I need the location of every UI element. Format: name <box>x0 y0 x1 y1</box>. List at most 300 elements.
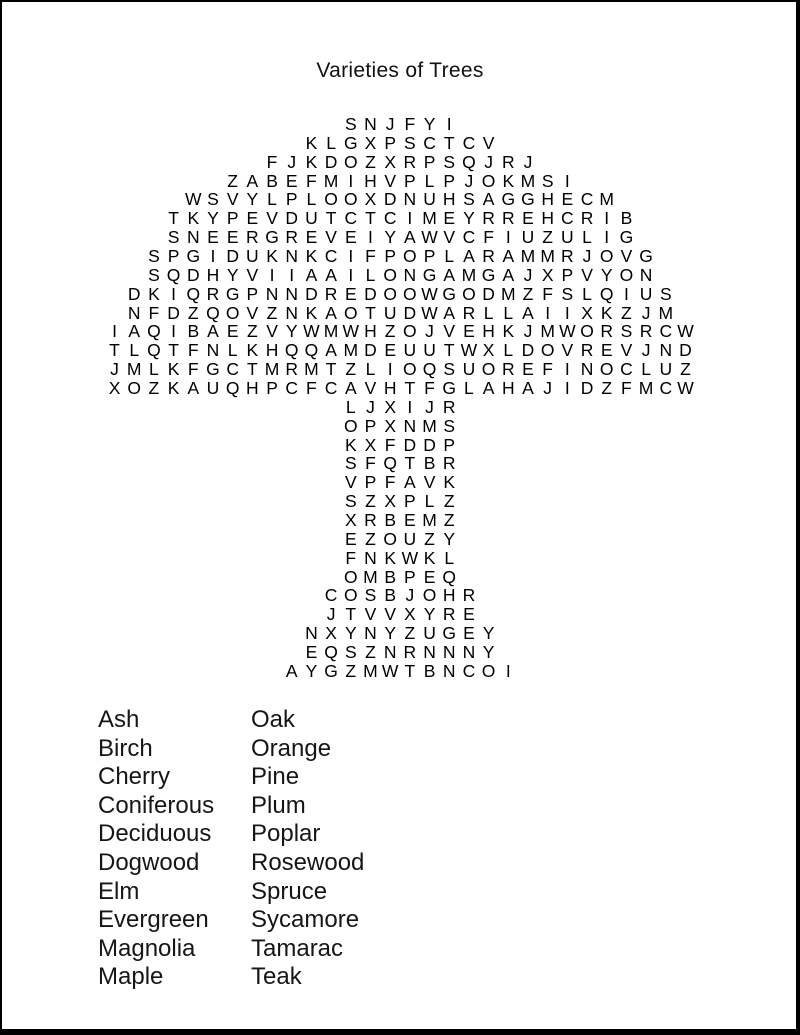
grid-letter: B <box>384 510 396 531</box>
grid-letter: V <box>344 472 357 493</box>
grid-letter: Z <box>365 151 376 172</box>
grid-letter: D <box>580 378 594 399</box>
grid-letter: P <box>364 472 377 493</box>
grid-letter: G <box>442 283 457 304</box>
grid-letter: N <box>127 302 141 323</box>
grid-letter: F <box>384 434 396 455</box>
grid-letter: I <box>112 321 117 342</box>
grid-letter: Q <box>284 340 299 361</box>
grid-letter: O <box>580 321 594 342</box>
grid-letter: D <box>403 434 417 455</box>
grid-letter: E <box>207 227 219 248</box>
grid-letter: I <box>564 378 570 399</box>
grid-letter: L <box>129 340 140 361</box>
grid-letter: Z <box>621 302 632 323</box>
grid-letter: Z <box>345 359 357 380</box>
grid-letter: I <box>210 246 216 267</box>
grid-letter: I <box>505 227 511 248</box>
grid-letter: J <box>641 302 651 323</box>
grid-letter: V <box>443 321 456 342</box>
word-list-item: Birch <box>98 734 153 762</box>
grid-letter: R <box>462 302 476 323</box>
grid-letter: N <box>442 660 456 681</box>
grid-letter: K <box>305 132 318 153</box>
grid-letter: M <box>540 246 555 267</box>
grid-letter: N <box>364 114 377 134</box>
grid-letter: H <box>364 321 377 342</box>
grid-letter: N <box>403 189 417 210</box>
word-list-item: Rosewood <box>251 848 365 876</box>
grid-letter: J <box>523 151 533 172</box>
grid-letter: P <box>285 189 298 210</box>
grid-letter: S <box>364 585 377 606</box>
grid-letter: C <box>344 208 358 229</box>
grid-letter: W <box>185 189 202 210</box>
grid-letter: O <box>403 283 417 304</box>
grid-letter: X <box>325 623 337 644</box>
grid-letter: R <box>580 208 594 229</box>
word-list-item: Dogwood <box>98 848 200 876</box>
grid-row <box>2 285 798 304</box>
grid-letter: Q <box>422 359 437 380</box>
grid-letter: F <box>187 340 199 361</box>
grid-letter: P <box>384 132 396 153</box>
grid-letter: S <box>344 491 357 512</box>
grid-letter: K <box>305 302 318 323</box>
grid-letter: X <box>384 415 396 436</box>
grid-letter: B <box>423 660 436 681</box>
grid-letter: F <box>148 302 160 323</box>
grid-letter: R <box>561 246 574 267</box>
word-list-item: Tamarac <box>251 934 344 962</box>
grid-letter: N <box>265 283 279 304</box>
grid-letter: K <box>305 151 318 172</box>
grid-letter: Z <box>187 302 199 323</box>
grid-letter: X <box>384 396 396 417</box>
grid-letter: L <box>267 189 277 210</box>
grid-letter: F <box>306 170 317 191</box>
grid-letter: S <box>443 415 456 436</box>
grid-letter: Y <box>482 642 495 663</box>
grid-letter: B <box>384 566 396 587</box>
grid-letter: M <box>422 208 437 229</box>
grid-letter: D <box>186 264 200 285</box>
grid-letter: A <box>325 302 337 323</box>
grid-letter: G <box>501 189 516 210</box>
word-list-item: Poplar <box>251 820 321 848</box>
grid-letter: M <box>126 359 142 380</box>
grid-letter: P <box>404 566 416 587</box>
grid-letter: N <box>364 547 377 568</box>
grid-letter: F <box>404 114 416 134</box>
grid-letter: R <box>285 359 299 380</box>
grid-letter: O <box>403 359 417 380</box>
grid-letter: W <box>421 283 438 304</box>
grid-letter: Q <box>599 283 614 304</box>
grid-letter: D <box>305 283 318 304</box>
grid-letter: E <box>246 208 259 229</box>
grid-letter: N <box>442 642 456 663</box>
grid-letter: G <box>521 189 535 210</box>
grid-letter: I <box>564 302 570 323</box>
grid-letter: V <box>364 378 377 399</box>
grid-letter: Z <box>266 302 278 323</box>
grid-letter: E <box>344 528 357 549</box>
word-list-item: Coniferous <box>98 791 215 819</box>
grid-letter: P <box>364 415 377 436</box>
grid-letter: S <box>443 359 456 380</box>
grid-letter: R <box>462 585 476 606</box>
grid-letter: N <box>403 264 417 285</box>
grid-letter: E <box>305 227 318 248</box>
grid-letter: U <box>639 283 653 304</box>
grid-letter: Y <box>463 208 475 229</box>
grid-letter: A <box>502 264 515 285</box>
grid-letter: Y <box>305 660 318 681</box>
grid-letter: X <box>344 510 357 531</box>
grid-letter: L <box>483 302 494 323</box>
grid-letter: A <box>404 472 416 493</box>
grid-letter: T <box>246 359 258 380</box>
grid-letter: G <box>343 132 358 153</box>
grid-letter: M <box>363 660 378 681</box>
grid-letter: C <box>324 378 338 399</box>
grid-letter: S <box>148 246 160 267</box>
grid-letter: K <box>187 208 200 229</box>
grid-letter: G <box>619 227 634 248</box>
grid-letter: U <box>383 302 397 323</box>
grid-letter: S <box>541 170 554 191</box>
grid-letter: Z <box>227 170 238 191</box>
grid-letter: Y <box>344 623 357 644</box>
grid-letter: P <box>384 246 396 267</box>
grid-row <box>2 643 798 662</box>
grid-row <box>2 398 798 417</box>
grid-letter: J <box>110 359 119 380</box>
grid-letter: M <box>264 359 280 380</box>
grid-letter: U <box>403 340 417 361</box>
grid-letter: O <box>343 151 358 172</box>
grid-letter: R <box>580 340 594 361</box>
grid-letter: Q <box>206 302 220 323</box>
grid-letter: Z <box>601 378 613 399</box>
grid-letter: D <box>521 340 535 361</box>
word-list-item: Evergreen <box>98 906 209 934</box>
grid-letter: A <box>502 246 515 267</box>
grid-letter: V <box>384 604 396 625</box>
grid-letter: S <box>561 283 574 304</box>
grid-letter: R <box>403 642 417 663</box>
grid-letter: U <box>305 208 318 229</box>
grid-letter: X <box>364 434 377 455</box>
grid-letter: K <box>600 302 613 323</box>
grid-letter: C <box>324 585 338 606</box>
grid-letter: P <box>266 378 278 399</box>
grid-letter: E <box>522 359 534 380</box>
word-list-item: Teak <box>251 963 302 991</box>
grid-letter: W <box>559 321 576 342</box>
grid-letter: H <box>442 189 456 210</box>
grid-letter: N <box>364 623 377 644</box>
grid-letter: R <box>501 359 515 380</box>
grid-letter: E <box>305 642 318 663</box>
grid-letter: K <box>502 321 515 342</box>
grid-letter: Q <box>442 566 457 587</box>
grid-letter: T <box>404 378 416 399</box>
grid-letter: R <box>600 321 614 342</box>
grid-letter: O <box>383 264 397 285</box>
grid-letter: U <box>462 359 476 380</box>
grid-letter: L <box>464 378 474 399</box>
word-list-column-1 <box>98 706 214 992</box>
grid-letter: Y <box>423 114 436 134</box>
grid-row <box>2 228 798 247</box>
grid-letter: J <box>385 114 395 134</box>
grid-row <box>2 436 798 455</box>
grid-letter: L <box>149 359 159 380</box>
grid-letter: S <box>404 132 416 153</box>
grid-letter: J <box>326 604 336 625</box>
grid-letter: K <box>266 246 278 267</box>
grid-letter: R <box>324 283 338 304</box>
grid-letter: N <box>285 302 299 323</box>
grid-letter: Q <box>225 378 240 399</box>
grid-letter: O <box>383 283 397 304</box>
grid-letter: M <box>461 264 477 285</box>
word-search-grid <box>2 115 798 681</box>
grid-letter: W <box>460 340 478 361</box>
grid-letter: H <box>265 340 279 361</box>
grid-letter: Y <box>246 189 259 210</box>
grid-letter: X <box>384 491 396 512</box>
grid-letter: Z <box>404 623 416 644</box>
grid-letter: C <box>462 660 476 681</box>
grid-letter: K <box>305 246 318 267</box>
grid-letter: I <box>289 264 295 285</box>
grid-letter: X <box>482 340 495 361</box>
grid-letter: M <box>500 283 516 304</box>
grid-letter: E <box>423 566 436 587</box>
grid-letter: A <box>482 189 495 210</box>
grid-letter: O <box>481 660 496 681</box>
grid-letter: O <box>383 528 397 549</box>
grid-letter: E <box>404 510 416 531</box>
grid-letter: I <box>604 227 610 248</box>
grid-letter: X <box>108 378 121 399</box>
grid-letter: L <box>424 491 435 512</box>
grid-letter: O <box>481 359 496 380</box>
grid-letter: P <box>404 170 416 191</box>
grid-row <box>2 605 798 624</box>
grid-letter: F <box>621 378 632 399</box>
grid-letter: R <box>501 208 515 229</box>
grid-letter: Q <box>383 453 397 474</box>
grid-letter: V <box>266 321 278 342</box>
grid-letter: R <box>206 283 220 304</box>
grid-letter: F <box>365 453 376 474</box>
grid-letter: M <box>343 340 359 361</box>
grid-letter: T <box>365 208 376 229</box>
grid-letter: T <box>443 132 455 153</box>
grid-letter: L <box>365 264 376 285</box>
grid-row <box>2 322 798 341</box>
grid-letter: K <box>167 378 180 399</box>
grid-letter: F <box>384 472 396 493</box>
grid-letter: K <box>384 547 396 568</box>
grid-letter: E <box>384 340 396 361</box>
grid-letter: E <box>463 604 475 625</box>
grid-letter: N <box>186 227 200 248</box>
grid-letter: L <box>345 396 356 417</box>
grid-letter: E <box>561 189 574 210</box>
grid-letter: S <box>443 151 456 172</box>
grid-letter: U <box>561 227 574 248</box>
grid-letter: C <box>620 359 633 380</box>
grid-letter: E <box>344 227 357 248</box>
grid-row <box>2 134 798 153</box>
grid-letter: X <box>581 302 593 323</box>
grid-letter: H <box>364 170 377 191</box>
grid-letter: N <box>305 623 318 644</box>
grid-letter: I <box>171 283 177 304</box>
grid-letter: T <box>365 302 376 323</box>
grid-letter: X <box>364 132 377 153</box>
grid-letter: Y <box>423 604 436 625</box>
grid-row <box>2 379 798 398</box>
grid-row <box>2 209 798 228</box>
grid-letter: E <box>226 227 239 248</box>
grid-letter: A <box>482 378 495 399</box>
grid-letter: X <box>541 264 554 285</box>
grid-letter: H <box>383 378 397 399</box>
grid-letter: U <box>246 246 259 267</box>
grid-letter: K <box>148 283 160 304</box>
grid-letter: A <box>246 170 259 191</box>
grid-letter: Y <box>482 623 495 644</box>
grid-letter: V <box>620 246 633 267</box>
grid-letter: L <box>306 189 317 210</box>
grid-letter: G <box>225 283 240 304</box>
grid-letter: W <box>421 302 438 323</box>
grid-letter: C <box>659 378 673 399</box>
grid-letter: W <box>342 321 360 342</box>
grid-letter: S <box>148 264 160 285</box>
grid-letter: H <box>482 321 495 342</box>
grid-letter: B <box>620 208 633 229</box>
grid-letter: J <box>641 340 651 361</box>
grid-letter: T <box>109 340 120 361</box>
grid-letter: U <box>403 528 417 549</box>
grid-letter: A <box>463 246 475 267</box>
grid-letter: M <box>323 170 339 191</box>
grid-letter: Q <box>304 340 319 361</box>
grid-letter: D <box>679 340 692 361</box>
grid-letter: F <box>345 547 357 568</box>
grid-letter: O <box>540 340 555 361</box>
grid-letter: A <box>325 340 337 361</box>
grid-letter: I <box>348 170 354 191</box>
grid-letter: R <box>442 453 456 474</box>
grid-letter: C <box>324 246 338 267</box>
grid-letter: O <box>462 283 476 304</box>
grid-letter: J <box>543 378 553 399</box>
grid-letter: S <box>344 453 357 474</box>
grid-letter: D <box>226 246 239 267</box>
grid-letter: Q <box>186 283 201 304</box>
grid-letter: M <box>422 510 437 531</box>
word-list-item: Oak <box>251 706 296 733</box>
grid-letter: G <box>442 378 457 399</box>
grid-letter: V <box>364 604 377 625</box>
grid-letter: F <box>542 283 553 304</box>
word-list-item: Plum <box>251 791 306 819</box>
grid-letter: G <box>265 227 279 248</box>
grid-letter: G <box>442 623 457 644</box>
grid-letter: V <box>246 302 259 323</box>
grid-letter: E <box>522 208 534 229</box>
grid-letter: L <box>641 359 651 380</box>
grid-letter: O <box>343 566 358 587</box>
grid-letter: J <box>523 264 533 285</box>
grid-letter: V <box>561 340 574 361</box>
grid-letter: B <box>423 453 436 474</box>
grid-letter: Z <box>148 378 160 399</box>
grid-letter: M <box>540 321 555 342</box>
grid-letter: E <box>344 283 357 304</box>
grid-letter: N <box>423 642 436 663</box>
grid-letter: N <box>659 340 673 361</box>
grid-letter: O <box>403 246 417 267</box>
grid-row <box>2 662 798 681</box>
grid-letter: G <box>206 359 220 380</box>
grid-row <box>2 549 798 568</box>
grid-letter: A <box>522 378 534 399</box>
grid-letter: U <box>521 227 535 248</box>
puzzle-title: Varieties of Trees <box>316 59 484 82</box>
grid-letter: D <box>127 283 141 304</box>
grid-letter: T <box>325 208 337 229</box>
grid-letter: S <box>620 321 633 342</box>
grid-letter: Q <box>462 151 476 172</box>
grid-letter: F <box>483 227 494 248</box>
grid-letter: R <box>246 227 259 248</box>
grid-letter: W <box>381 660 399 681</box>
grid-letter: B <box>266 170 278 191</box>
grid-letter: I <box>171 321 177 342</box>
grid-letter: R <box>482 208 495 229</box>
grid-letter: P <box>167 246 180 267</box>
word-list-item: Elm <box>98 877 140 905</box>
grid-letter: L <box>365 359 376 380</box>
grid-letter: J <box>405 585 415 606</box>
grid-letter: U <box>423 623 436 644</box>
grid-letter: R <box>639 321 653 342</box>
word-list-item: Maple <box>98 963 164 991</box>
grid-letter: Z <box>345 660 357 681</box>
grid-letter: P <box>561 264 574 285</box>
grid-letter: L <box>444 547 455 568</box>
grid-letter: E <box>463 321 475 342</box>
grid-letter: I <box>545 302 551 323</box>
grid-letter: M <box>520 246 536 267</box>
grid-row <box>2 568 798 587</box>
grid-letter: Y <box>443 528 456 549</box>
grid-letter: L <box>503 340 514 361</box>
grid-row <box>2 586 798 605</box>
grid-letter: D <box>285 208 299 229</box>
grid-letter: M <box>599 189 614 210</box>
grid-letter: J <box>287 151 297 172</box>
